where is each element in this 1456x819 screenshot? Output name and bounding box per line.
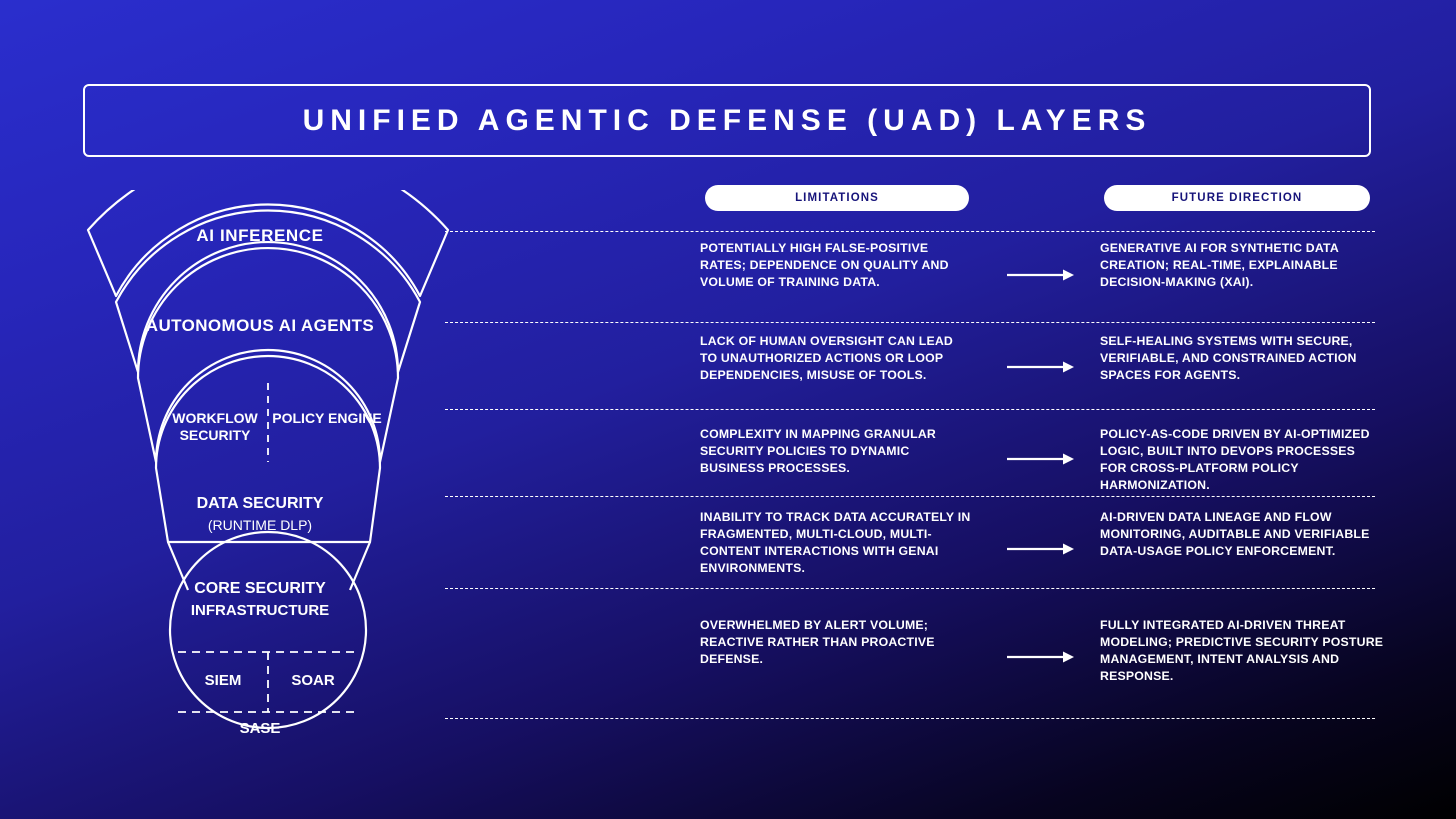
row-future-text: SELF-HEALING SYSTEMS WITH SECURE, VERIFIABLE, AND CONSTRAINED ACTION SPACES FOR AGENTS.: [1100, 334, 1357, 382]
arrow-icon: [1005, 268, 1075, 282]
row-future-text: GENERATIVE AI FOR SYNTHETIC DATA CREATION; REAL-TIME, EXPLAINABLE DECISION-MAKING (XAI).: [1100, 241, 1339, 289]
table-row: [445, 617, 1384, 703]
row-future-text: POLICY-AS-CODE DRIVEN BY AI-OPTIMIZED LOGIC, BUILT INTO DEVOPS PROCESSES FOR CROSS-PLATFORM POLICY HARMONIZATION.: [1100, 427, 1370, 492]
row-limitation-text: COMPLEXITY IN MAPPING GRANULAR SECURITY POLICIES TO DYNAMIC BUSINESS PROCESSES.: [700, 427, 937, 475]
funnel-label-autonomous-ai-agents: AUTONOMOUS AI AGENTS: [145, 316, 375, 335]
funnel-label-sase: SASE: [239, 720, 281, 737]
table-row: [445, 509, 1375, 595]
funnel-label-data-security-sub: (RUNTIME DLP): [207, 517, 313, 533]
row-separator-top: [445, 231, 1375, 232]
row-limitation-text: OVERWHELMED BY ALERT VOLUME; REACTIVE RATHER THAN PROACTIVE DEFENSE.: [700, 618, 935, 666]
table-row: [445, 240, 1375, 326]
uad-layer-funnel: [60, 190, 460, 770]
row-separator-bottom: [445, 718, 1375, 719]
row-limitation-text: INABILITY TO TRACK DATA ACCURATELY IN FRAGMENTED, MULTI-CLOUD, MULTI-CONTENT INTERACTIONS WITH GENAI ENVIRONMENTS.: [700, 510, 971, 575]
arrow-icon: [1005, 360, 1075, 374]
column-header-future-direction: [1104, 185, 1370, 211]
funnel-label-policy-engine: POLICY ENGINE: [272, 410, 382, 426]
column-header-future-direction-label: FUTURE DIRECTION: [1171, 192, 1303, 204]
row-future-text: AI-DRIVEN DATA LINEAGE AND FLOW MONITORING, AUDITABLE AND VERIFIABLE DATA-USAGE POLICY ENFORCEMENT.: [1100, 510, 1370, 558]
table-row: [445, 426, 1375, 512]
table-row: [445, 333, 1375, 419]
page-title: UNIFIED AGENTIC DEFENSE (UAD) LAYERS: [302, 103, 1152, 137]
arrow-icon: [1005, 542, 1075, 556]
column-header-limitations: [705, 185, 969, 211]
row-future-text: FULLY INTEGRATED AI-DRIVEN THREAT MODELING; PREDICTIVE SECURITY POSTURE MANAGEMENT, INTENT ANALYSIS AND RESPONSE.: [1100, 618, 1384, 683]
arrow-icon: [1005, 452, 1075, 466]
funnel-label-data-security: DATA SECURITY: [196, 495, 324, 512]
column-header-limitations-label: LIMITATIONS: [795, 192, 879, 204]
row-limitation-text: LACK OF HUMAN OVERSIGHT CAN LEAD TO UNAUTHORIZED ACTIONS OR LOOP DEPENDENCIES, MISUSE OF TOOLS.: [700, 334, 954, 382]
row-limitation-text: POTENTIALLY HIGH FALSE-POSITIVE RATES; DEPENDENCE ON QUALITY AND VOLUME OF TRAINING DATA.: [700, 241, 949, 289]
arrow-icon: [1005, 650, 1075, 664]
funnel-label-ai-inference: AI INFERENCE: [196, 226, 324, 245]
funnel-label-core-security: CORE SECURITY: [194, 580, 326, 597]
funnel-label-soar: SOAR: [291, 672, 335, 689]
funnel-label-siem: SIEM: [204, 672, 242, 689]
funnel-label-workflow-security: WORKFLOW SECURITY: [172, 410, 258, 443]
page-title-banner: [83, 84, 1371, 157]
funnel-label-core-security-sub: INFRASTRUCTURE: [190, 602, 330, 619]
